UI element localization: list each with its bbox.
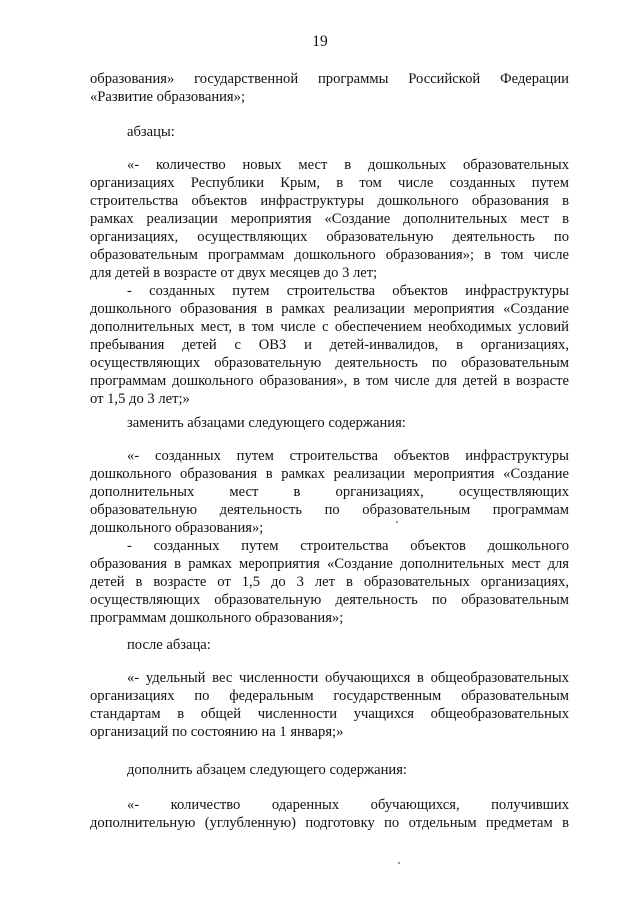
text-line: рамках реализации мероприятия «Создание дополнительных мест в [90, 211, 569, 227]
text-line: дошкольного образования»; [90, 520, 264, 536]
text-line: для детей в возрасте от двух месяцев до 3 лет; [90, 265, 378, 281]
text-line: стандартам в общей численности учащихся общеобразовательных [90, 706, 569, 722]
scan-speck [396, 521, 398, 523]
quoted-paragraphs-new [90, 447, 569, 627]
text-line: «- количество новых мест в дошкольных образовательных [127, 157, 569, 173]
text-line: строительства объектов инфраструктуры дошкольного образования в [90, 193, 569, 209]
text-line: - созданных путем строительства объектов инфраструктуры [127, 283, 569, 299]
text-line: организациях, осуществляющих образовательную деятельность по [90, 229, 569, 245]
text-line: дошкольного образования в рамках реализации мероприятия «Создание [90, 466, 569, 482]
text-line: осуществляющих образовательную деятельность по образовательным [90, 592, 569, 608]
text-line: «Развитие образования»; [90, 89, 246, 105]
label-posle: после абзаца: [127, 637, 211, 653]
text-line: дошкольного образования в рамках реализации мероприятия «Создание [90, 301, 569, 317]
text-line: организаций по состоянию на 1 января;» [90, 724, 344, 740]
text-line: «- созданных путем строительства объектов инфраструктуры [127, 448, 569, 464]
text-line: программам дошкольного образования», в том числе для детей в возрасте [90, 373, 569, 389]
text-line: образования в рамках мероприятия «Создание дополнительных мест для [90, 556, 569, 572]
text-line: образовательную деятельность по образовательным программам [90, 502, 569, 518]
text-line: дополнительных мест в организациях, осуществляющих [90, 484, 569, 500]
quoted-paragraphs-old [90, 156, 569, 408]
text-line: организациях Республики Крым, в том числе созданных путем [90, 175, 569, 191]
text-line: программам дошкольного образования»; [90, 610, 344, 626]
text-line: - созданных путем строительства объектов дошкольного [127, 538, 569, 554]
text-line: «- количество одаренных обучающихся, получивших [127, 797, 569, 813]
text-line: образования» государственной программы Российской Федерации [90, 71, 569, 87]
scan-speck [398, 862, 400, 864]
text-line: осуществляющих образовательную деятельность по образовательным [90, 355, 569, 371]
text-line: пребывания детей с ОВЗ и детей-инвалидов, в организациях, [90, 337, 569, 353]
label-dopolnit: дополнить абзацем следующего содержания: [127, 762, 407, 778]
text-line: «- удельный вес численности обучающихся в общеобразовательных [127, 670, 569, 686]
continuation-paragraph [90, 70, 569, 106]
page-number: 19 [312, 33, 328, 50]
text-line: от 1,5 до 3 лет;» [90, 391, 190, 407]
quoted-paragraph-after [90, 669, 569, 741]
text-line: дополнительную (углубленную) подготовку по отдельным предметам в [90, 815, 569, 831]
text-line: организациях по федеральным государственным образовательным [90, 688, 569, 704]
label-abzacy: абзацы: [127, 124, 175, 140]
text-line: детей в возрасте от 1,5 до 3 лет в образовательных организациях, [90, 574, 569, 590]
text-line: дополнительных мест, в том числе с обеспечением необходимых условий [90, 319, 569, 335]
label-zamenit: заменить абзацами следующего содержания: [127, 415, 406, 431]
text-line: образовательным программам дошкольного образования»; в том числе [90, 247, 569, 263]
quoted-paragraph-added [90, 796, 569, 832]
